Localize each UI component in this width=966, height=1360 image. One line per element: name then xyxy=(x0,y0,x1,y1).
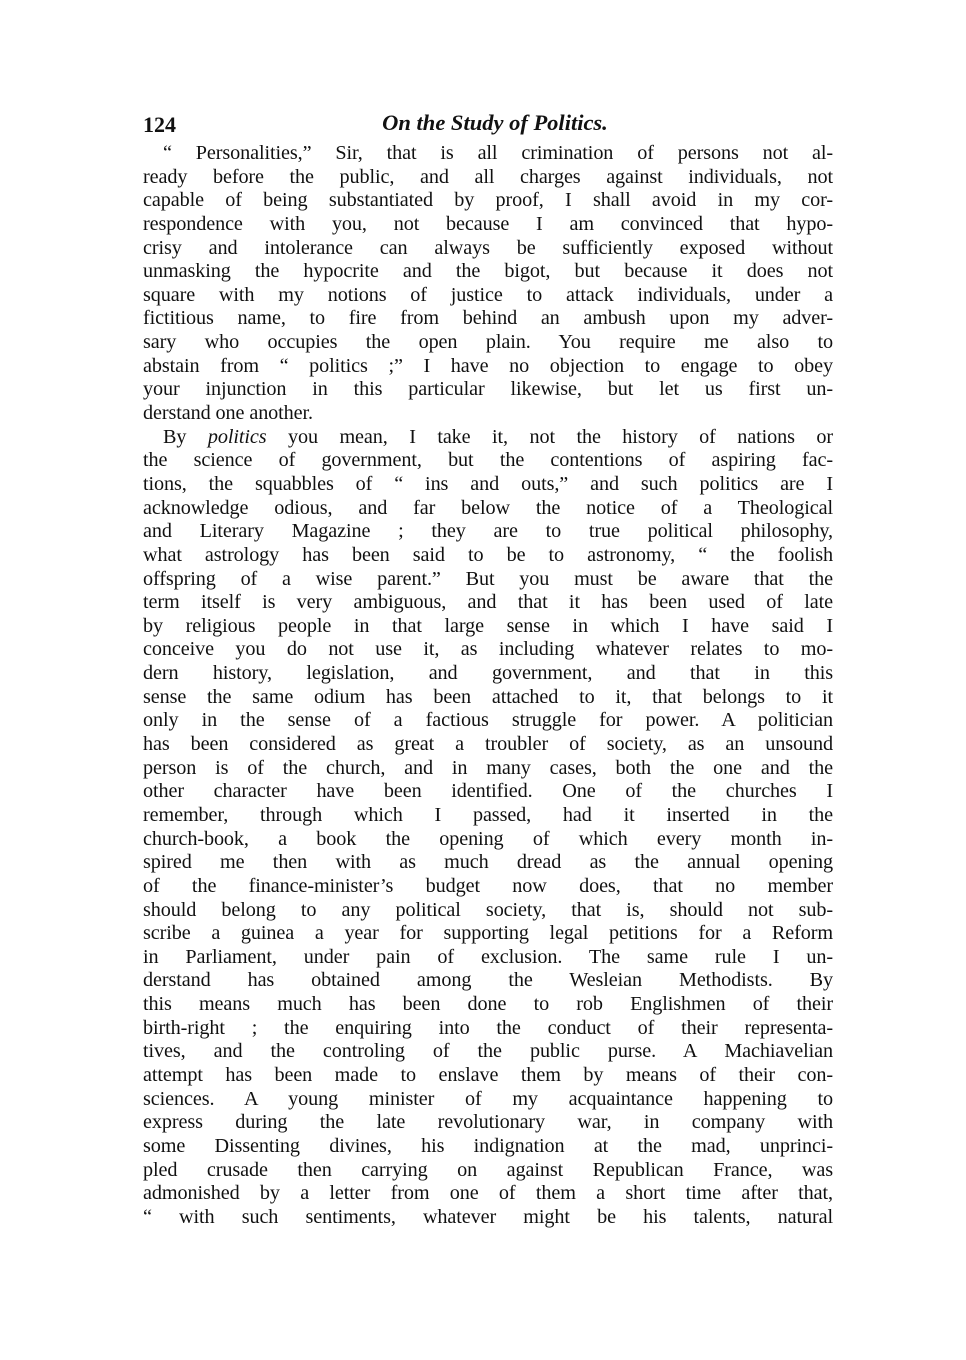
text-line: dern history, legislation, and government, and that in this xyxy=(143,662,833,685)
text-line: square with my notions of justice to attack individuals, under a xyxy=(143,283,833,306)
text-line: what astrology has been said to be to astronomy, “ the foolish xyxy=(143,543,833,566)
text-line: of the finance-minister’s budget now does, that no member xyxy=(143,874,833,897)
book-page xyxy=(143,108,833,1229)
text-line: unmasking the hypocrite and the bigot, but because it does not xyxy=(143,260,833,283)
text-line: “ Personalities,” Sir, that is all crimination of persons not al- xyxy=(163,142,833,164)
text-line: express during the late revolutionary war, in company with xyxy=(143,1111,833,1134)
body-text xyxy=(143,142,833,1229)
text-line: has been considered as great a troubler of society, as an unsound xyxy=(143,733,833,756)
text-line: birth-right ; the enquiring into the conduct of their representa- xyxy=(143,1016,833,1039)
text-line: sary who occupies the open plain. You require me also to xyxy=(143,331,833,354)
text-line: admonished by a letter from one of them a short time after that, xyxy=(143,1182,833,1205)
text-line: spired me then with as much dread as the annual opening xyxy=(143,851,833,874)
text-line: abstain from “ politics ;” I have no objection to engage to obey xyxy=(143,354,833,377)
text-line-first xyxy=(143,426,833,450)
text-line: church-book, a book the opening of which every month in- xyxy=(143,827,833,850)
text-line: pled crusade then carrying on against Republican France, was xyxy=(143,1158,833,1181)
text-line: crisy and intolerance can always be sufficiently exposed without xyxy=(143,236,833,259)
text-line: term itself is very ambiguous, and that it has been used of late xyxy=(143,591,833,614)
text-line: only in the sense of a factious struggle for power. A politician xyxy=(143,709,833,732)
paragraph-2 xyxy=(143,426,833,1230)
text-line: should belong to any political society, that is, should not sub- xyxy=(143,898,833,921)
text-line: “ with such sentiments, whatever might be his talents, natural xyxy=(143,1205,833,1228)
text-line: derstand one another. xyxy=(143,402,313,425)
text-line: acknowledge odious, and far below the notice of a Theological xyxy=(143,496,833,519)
text-line: fictitious name, to fire from behind an ambush upon my adver- xyxy=(143,307,833,330)
text-line: scribe a guinea a year for supporting legal petitions for a Reform xyxy=(143,922,833,945)
page-number: 124 xyxy=(143,112,176,137)
text-line: by religious people in that large sense in which I have said I xyxy=(143,614,833,637)
text-line: this means much has been done to rob Englishmen of their xyxy=(143,993,833,1016)
running-head-title: On the Study of Politics. xyxy=(382,110,608,135)
text-line: some Dissenting divines, his indignation at the mad, unprinci- xyxy=(143,1134,833,1157)
text-line: person is of the church, and in many cases, both the one and the xyxy=(143,756,833,779)
text-line: other character have been identified. One of the churches I xyxy=(143,780,833,803)
text-line: derstand has obtained among the Wesleian Methodists. By xyxy=(143,969,833,992)
text-line: conceive you do not use it, as including whatever relates to mo- xyxy=(143,638,833,661)
text-line: capable of being substantiated by proof, I shall avoid in my cor- xyxy=(143,189,833,212)
text-line: and Literary Magazine ; they are to true political philosophy, xyxy=(143,520,833,543)
text-line: the science of government, but the contentions of aspiring fac- xyxy=(143,449,833,472)
text-run: By xyxy=(163,425,208,448)
paragraph-1 xyxy=(143,142,833,426)
text-line: offspring of a wise parent.” But you must be aware that the xyxy=(143,567,833,590)
text-line: respondence with you, not because I am convinced that hypo- xyxy=(143,212,833,235)
text-line: attempt has been made to enslave them by means of their con- xyxy=(143,1063,833,1086)
text-line: sciences. A young minister of my acquaintance happening to xyxy=(143,1087,833,1110)
text-line: ready before the public, and all charges against individuals, not xyxy=(143,165,833,188)
text-line: tions, the squabbles of “ ins and outs,” and such politics are I xyxy=(143,472,833,495)
italic-term-politics: politics xyxy=(207,425,267,448)
text-line: in Parliament, under pain of exclusion. The same rule I un- xyxy=(143,945,833,968)
text-line: remember, through which I passed, had it inserted in the xyxy=(143,803,833,826)
text-line: sense the same odium has been attached to it, that belongs to it xyxy=(143,685,833,708)
text-line: your injunction in this particular likewise, but let us first un- xyxy=(143,378,833,401)
running-head xyxy=(143,108,833,140)
text-run: you mean, I take it, not the history of nations or xyxy=(266,425,833,448)
text-line: tives, and the controling of the public purse. A Machiavelian xyxy=(143,1040,833,1063)
